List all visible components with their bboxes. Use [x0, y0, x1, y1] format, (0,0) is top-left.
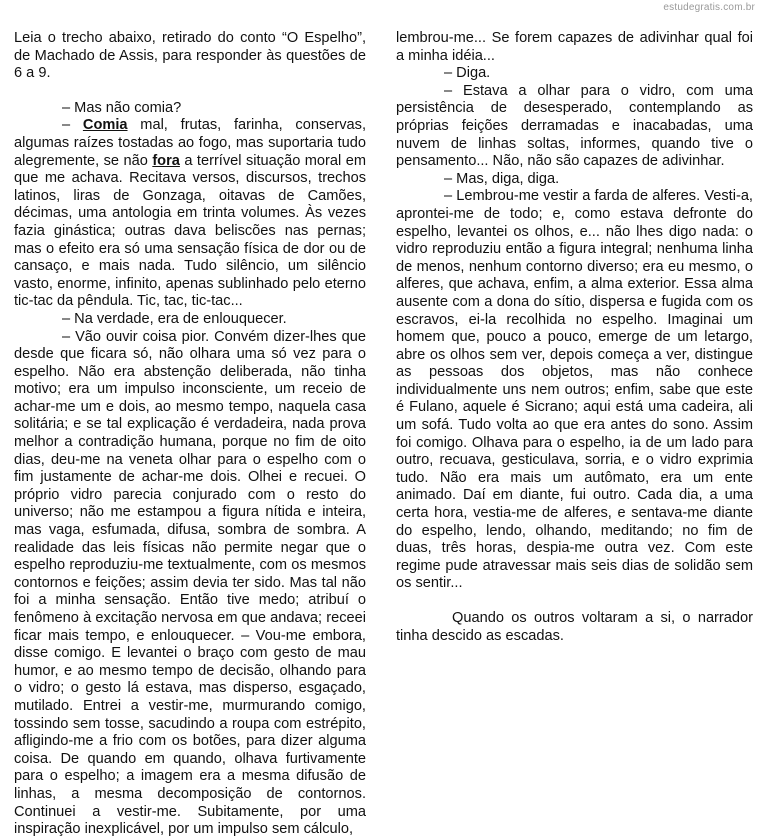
dialogue-paragraph: – Mas, diga, diga.: [444, 170, 560, 187]
dialogue-paragraph: – Mas não comia?: [62, 99, 182, 116]
story-paragraph: – Estava a olhar para o vidro, com uma persistência de desesperado, contemplando as próprias feições derramadas e inacabadas, uma nuvem de linhas soltas, informes, quando tive o pensamento... Não, não são capazes de adivinhar.: [396, 82, 753, 170]
highlighted-word-fora: fora: [152, 152, 180, 169]
dash: –: [62, 117, 83, 134]
highlighted-word-comia: Comia: [82, 117, 128, 134]
story-paragraph: lembrou-me... Se forem capazes de adivinhar qual foi a minha idéia...: [396, 30, 753, 64]
story-paragraph: – Lembrou-me vestir a farda de alferes. Vesti-a, aprontei-me de todo; e, como estava defronte do espelho, levantei os olhos, e... não lhes digo nada: o vidro reproduziu então a figura integral; nenhuma linha de menos, nenhum contorno diverso; era eu mesmo, o alferes, que achava, enfim, a alma exterior. Essa alma ausente com a dona do sítio, dispersa e fugida com os escravos, ei-la recolhida no espelho. Imaginai um homem que, pouco a pouco, emerge de um letargo, abre os olhos sem ver, depois começa a ver, distingue as pessoas dos objetos, mas não conhece individualmente uns nem outros; enfim, sabe que este é Fulano, aquele é Sicrano; aqui está uma cadeira, ali um sofá. Tudo volta ao que era antes do sono. Assim foi comigo. Olhava para o espelho, ia de um lado para outro, recuava, gesticulava, sorria, e o vidro exprimia tudo. Não era mais um autômato, era um ente animado. Daí em diante, fui outro. Cada dia, a uma certa hora, vestia-me de alferes, e sentava-me diante do espelho, lendo, olhando, meditando; no fim de duas, três horas, despia-me outra vez. Com este regime pude atravessar mais seis dias de solidão sem os sentir...: [396, 188, 753, 592]
left-column: [14, 30, 367, 838]
right-column: [396, 30, 753, 644]
intro-paragraph: Leia o trecho abaixo, retirado do conto “O Espelho”, de Machado de Assis, para responder às questões de 6 a 9.: [14, 30, 366, 82]
closing-paragraph: Quando os outros voltaram a si, o narrador tinha descido as escadas.: [396, 610, 753, 644]
dialogue-paragraph: – Na verdade, era de enlouquecer.: [62, 310, 287, 327]
story-text: mal, frutas, farinha, conservas, algumas raízes tostadas ao fogo, mas suportaria tudo alegremente, se não: [14, 117, 367, 169]
story-text: a terrível situação moral em que me achava. Recitava versos, discursos, trechos latinos, liras de Gonzaga, oitavas de Camões, décimas, uma antologia em trinta volumes. Às vezes fazia ginástica; outras dava beliscões nas pernas; mas o efeito era só uma sensação física de dor ou de cansaço, e mais nada. Tudo silêncio, um silêncio vasto, enorme, infinito, apenas sublinhado pelo eterno tic-tac da pêndula. Tic, tac, tic-tac...: [14, 152, 366, 310]
story-paragraph: [14, 117, 366, 311]
dialogue-paragraph: – Diga.: [444, 65, 491, 82]
site-watermark: estudegratis.com.br: [663, 2, 755, 13]
story-paragraph: – Vão ouvir coisa pior. Convém dizer-lhes que desde que ficara só, não olhara uma só vez para o espelho. Não era abstenção deliberada, não tinha motivo; era um impulso inconsciente, um receio de achar-me um e dois, ao mesmo tempo, naquela casa solitária; e se tal explicação é verdadeira, nada prova melhor a contradição humana, porque no fim de oito dias, deu-me na veneta olhar para o espelho com o fim justamente de achar-me dois. Olhei e recuei. O próprio vidro parecia conjurado com o resto do universo; não me estampou a figura nítida e inteira, mas vaga, esfumada, difusa, sombra de sombra. A realidade das leis físicas não permite negar que o espelho reproduziu-me textualmente, com os mesmos contornos e feições; assim devia ter sido. Mas tal não foi a minha sensação. Então tive medo; atribuí o fenômeno à excitação nervosa em que andava; receei ficar mais tempo, e enlouquecer. – Vou-me embora, disse comigo. E levantei o braço com gesto de mau humor, e ao mesmo tempo de decisão, olhando para o vidro; o gesto lá estava, mas disperso, esgaçado, mutilado. Entrei a vestir-me, murmurando comigo, tossindo sem tosse, sacudindo a roupa com estrépito, afligindo-me a frio com os botões, para dizer alguma coisa. De quando em quando, olhava furtivamente para o espelho; a imagem era a mesma difusão de linhas, a mesma decomposição de contornos. Continuei a vestir-me. Subitamente, por uma inspiração inexplicável, por um impulso sem cálculo,: [14, 328, 366, 838]
